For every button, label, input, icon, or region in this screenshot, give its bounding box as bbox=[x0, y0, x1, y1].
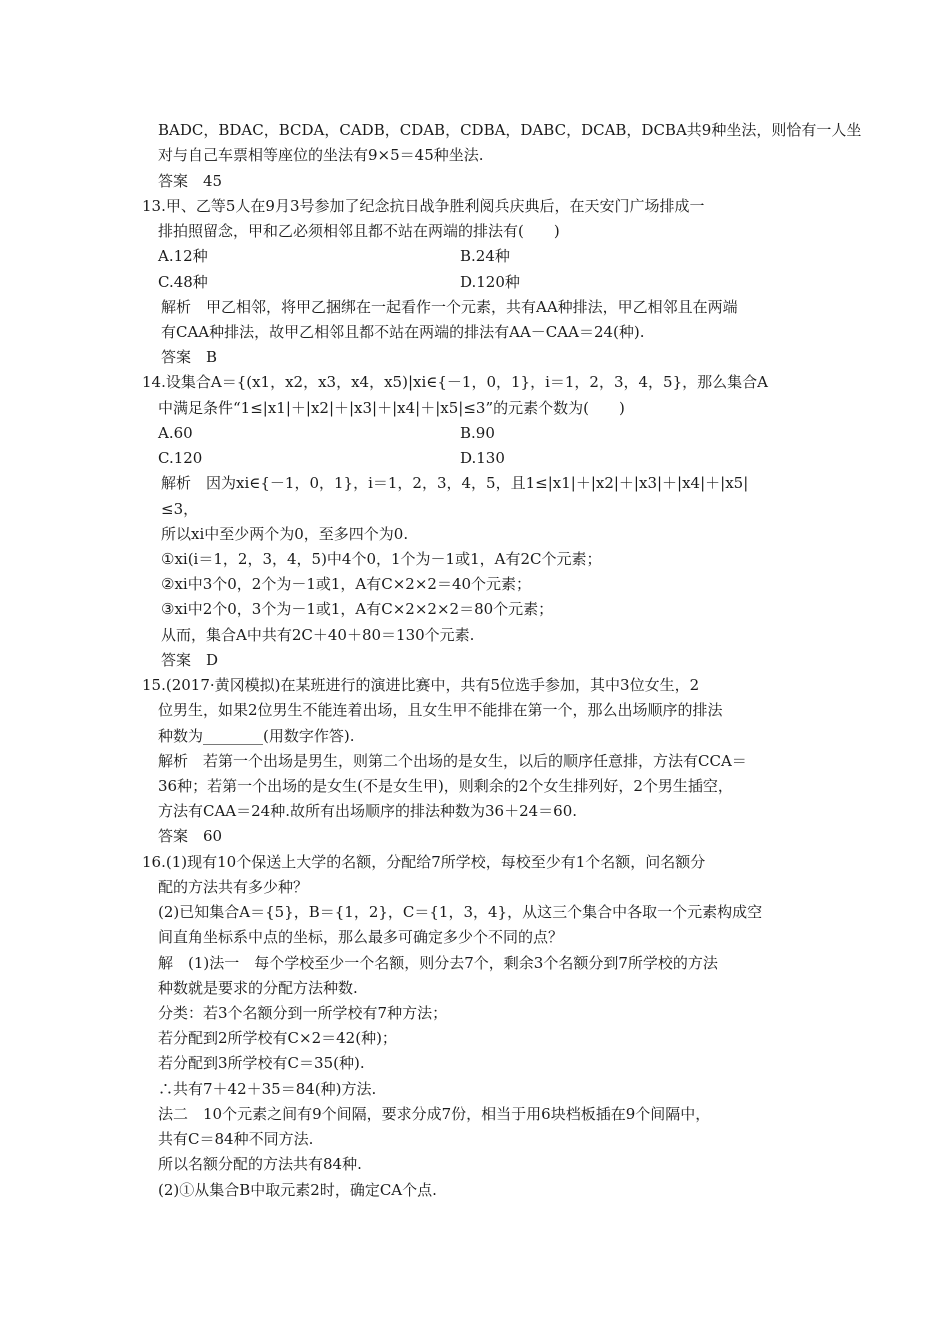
option-b: B.90 bbox=[460, 424, 495, 442]
question-13: 13.甲、乙等5人在9月3号参加了纪念抗日战争胜利阅兵庆典后，在天安门广场排成一 bbox=[142, 197, 705, 215]
answer-line: 答案 B bbox=[161, 348, 218, 366]
text-line: BADC，BDAC，BCDA，CADB，CDAB，CDBA，DABC，DCAB，DCBA共9种坐法，则恰有一人坐 bbox=[158, 121, 862, 139]
text-line: ②xi中3个0，2个为－1或1，A有C×2×2＝40个元素； bbox=[161, 575, 532, 593]
analysis-line: 解析 若第一个出场是男生，则第二个出场的是女生，以后的顺序任意排，方法有CCA＝ bbox=[158, 752, 747, 770]
text-line: 位男生，如果2位男生不能连着出场，且女生甲不能排在第一个，那么出场顺序的排法 bbox=[158, 701, 723, 719]
question-16: 16.(1)现有10个保送上大学的名额，分配给7所学校，每校至少有1个名额，问名额分 bbox=[142, 853, 706, 871]
text-line: 若分配到3所学校有C＝35(种). bbox=[158, 1054, 365, 1072]
answer-line: 答案 60 bbox=[158, 827, 223, 845]
answer-line: 答案 D bbox=[161, 651, 219, 669]
text-line: (2)已知集合A＝{5}，B＝{1，2}，C＝{1，3，4}，从这三个集合中各取一个元素构成空 bbox=[158, 903, 763, 921]
text-line: 所以xi中至少两个为0，至多四个为0. bbox=[161, 525, 409, 543]
text-line: ③xi中2个0，3个为－1或1，A有C×2×2×2＝80个元素； bbox=[161, 600, 554, 618]
text-line: 法二 10个元素之间有9个间隔，要求分成7份，相当于用6块档板插在9个间隔中， bbox=[158, 1105, 711, 1123]
text-line: 排拍照留念，甲和乙必须相邻且都不站在两端的排法有( ) bbox=[158, 222, 560, 240]
text-line: 有CAA种排法，故甲乙相邻且都不站在两端的排法有AA－CAA＝24(种). bbox=[161, 323, 645, 341]
option-c: C.48种 bbox=[158, 273, 208, 291]
text-line: 种数就是要求的分配方法种数. bbox=[158, 979, 358, 997]
option-d: D.120种 bbox=[460, 273, 520, 291]
answer-line: 答案 45 bbox=[158, 172, 223, 190]
text-line: ≤3， bbox=[161, 500, 199, 518]
text-line: 种数为________(用数字作答). bbox=[158, 727, 355, 745]
analysis-line: 解析 因为xi∈{－1，0，1}，i＝1，2，3，4，5，且1≤|x1|＋|x2|＋|x3|＋|x4|＋|x5| bbox=[161, 474, 749, 492]
text-line: 从而，集合A中共有2C＋40＋80＝130个元素. bbox=[161, 626, 475, 644]
option-a: A.60 bbox=[158, 424, 193, 442]
text-line: 中满足条件“1≤|x1|＋|x2|＋|x3|＋|x4|＋|x5|≤3”的元素个数为( ) bbox=[158, 399, 625, 417]
text-line: 配的方法共有多少种？ bbox=[158, 878, 309, 896]
text-line: 分类：若3个名额分到一所学校有7种方法； bbox=[158, 1004, 448, 1022]
text-line: 36种；若第一个出场的是女生(不是女生甲)，则剩余的2个女生排列好，2个男生插空， bbox=[158, 777, 733, 795]
text-line: 所以名额分配的方法共有84种. bbox=[158, 1155, 362, 1173]
text-line: (2)①从集合B中取元素2时，确定CA个点. bbox=[158, 1181, 437, 1199]
option-b: B.24种 bbox=[460, 247, 510, 265]
text-line: 间直角坐标系中点的坐标，那么最多可确定多少个不同的点？ bbox=[158, 928, 564, 946]
text-line: 对与自己车票相等座位的坐法有9×5＝45种坐法. bbox=[158, 146, 484, 164]
option-d: D.130 bbox=[460, 449, 505, 467]
option-a: A.12种 bbox=[158, 247, 208, 265]
question-15: 15.(2017·黄冈模拟)在某班进行的演进比赛中，共有5位选手参加，其中3位女生，2 bbox=[142, 676, 700, 694]
text-line: 共有C＝84种不同方法. bbox=[158, 1130, 314, 1148]
text-line: 方法有CAA＝24种.故所有出场顺序的排法种数为36＋24＝60. bbox=[158, 802, 578, 820]
text-line: ∴共有7＋42＋35＝84(种)方法. bbox=[158, 1080, 377, 1098]
text-line: ①xi(i＝1，2，3，4，5)中4个0，1个为－1或1，A有2C个元素； bbox=[161, 550, 602, 568]
analysis-line: 解析 甲乙相邻，将甲乙捆绑在一起看作一个元素，共有AA种排法，甲乙相邻且在两端 bbox=[161, 298, 738, 316]
solution-line: 解 (1)法一 每个学校至少一个名额，则分去7个，剩余3个名额分到7所学校的方法 bbox=[158, 954, 718, 972]
option-c: C.120 bbox=[158, 449, 203, 467]
question-14: 14.设集合A＝{(x1，x2，x3，x4，x5)|xi∈{－1，0，1}，i＝1，2，3，4，5}，那么集合A bbox=[142, 373, 768, 391]
text-line: 若分配到2所学校有C×2＝42(种)； bbox=[158, 1029, 397, 1047]
